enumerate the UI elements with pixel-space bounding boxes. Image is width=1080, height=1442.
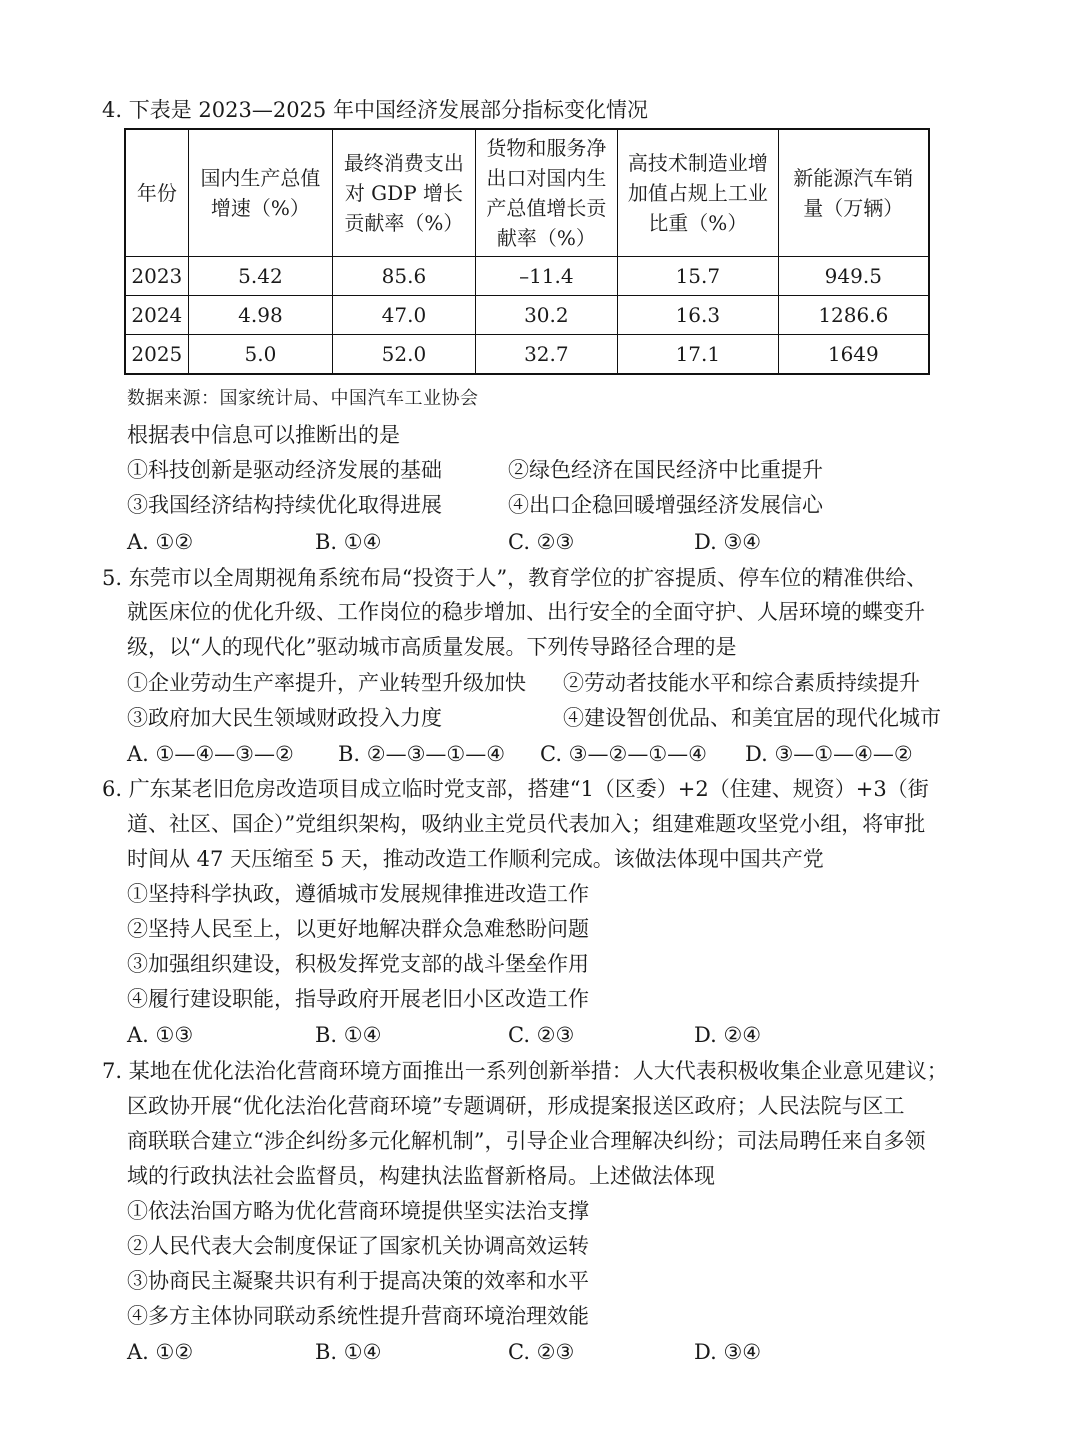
q6-option-b[interactable]: B. ①④ xyxy=(315,1023,382,1047)
q4-title: 4. 下表是 2023—2025 年中国经济发展部分指标变化情况 xyxy=(102,98,648,122)
q7-item-4: ④多方主体协同联动系统性提升营商环境治理效能 xyxy=(127,1304,589,1328)
q5-stem-line-1: 5. 东莞市以全周期视角系统布局“投资于人”，教育学位的扩容提质、停车位的精准供给、 xyxy=(102,566,928,590)
q6-option-a[interactable]: A. ①③ xyxy=(127,1023,194,1047)
q5-option-c[interactable]: C. ③—②—①—④ xyxy=(540,742,707,766)
table-header-cell: 年份 xyxy=(125,129,188,257)
table-row xyxy=(125,296,929,335)
q5-option-a[interactable]: A. ①—④—③—② xyxy=(127,742,294,766)
table-header-cell: 货物和服务净出口对国内生产总值增长贡献率（%） xyxy=(475,129,617,257)
table-cell: 2024 xyxy=(125,296,188,335)
q6-option-c[interactable]: C. ②③ xyxy=(508,1023,575,1047)
q4-item-4: ④出口企稳回暖增强经济发展信心 xyxy=(508,493,823,517)
q4-option-b[interactable]: B. ①④ xyxy=(315,530,382,554)
table-row xyxy=(125,335,929,375)
q5-item-1: ①企业劳动生产率提升，产业转型升级加快 xyxy=(127,671,526,695)
table-cell: 4.98 xyxy=(188,296,333,335)
q5-option-b[interactable]: B. ②—③—①—④ xyxy=(338,742,506,766)
table-cell: 30.2 xyxy=(475,296,617,335)
table-cell: 1649 xyxy=(778,335,929,375)
table-cell: 5.0 xyxy=(188,335,333,375)
table-cell: –11.4 xyxy=(475,257,617,296)
q5-option-d[interactable]: D. ③—①—④—② xyxy=(745,742,913,766)
q6-stem-line-2: 道、社区、国企）”党组织架构，吸纳业主党员代表加入；组建难题攻坚党小组，将审批 xyxy=(127,812,926,836)
q7-item-2: ②人民代表大会制度保证了国家机关协调高效运转 xyxy=(127,1234,589,1258)
q5-item-4: ④建设智创优品、和美宜居的现代化城市 xyxy=(563,706,941,730)
q5-stem-line-3: 级，以“人的现代化”驱动城市高质量发展。下列传导路径合理的是 xyxy=(127,635,737,659)
table-cell: 17.1 xyxy=(618,335,779,375)
q5-item-3: ③政府加大民生领域财政投入力度 xyxy=(127,706,442,730)
q6-item-2: ②坚持人民至上，以更好地解决群众急难愁盼问题 xyxy=(127,917,589,941)
q6-option-d[interactable]: D. ②④ xyxy=(694,1023,762,1047)
q5-stem-line-2: 就医床位的优化升级、工作岗位的稳步增加、出行安全的全面守护、人居环境的蝶变升 xyxy=(127,600,925,624)
table-cell: 52.0 xyxy=(333,335,475,375)
table-header-row xyxy=(125,129,929,257)
q4-item-3: ③我国经济结构持续优化取得进展 xyxy=(127,493,442,517)
economic-indicators-table xyxy=(124,128,930,375)
q6-item-4: ④履行建设职能，指导政府开展老旧小区改造工作 xyxy=(127,987,589,1011)
table-cell: 47.0 xyxy=(333,296,475,335)
q4-option-d[interactable]: D. ③④ xyxy=(694,530,762,554)
q7-item-1: ①依法治国方略为优化营商环境提供坚实法治支撑 xyxy=(127,1199,589,1223)
table-header-cell: 高技术制造业增加值占规上工业比重（%） xyxy=(618,129,779,257)
q6-item-1: ①坚持科学执政，遵循城市发展规律推进改造工作 xyxy=(127,882,589,906)
q7-stem-line-2: 区政协开展“优化法治化营商环境”专题调研，形成提案报送区政府；人民法院与区工 xyxy=(127,1094,905,1118)
q4-item-2: ②绿色经济在国民经济中比重提升 xyxy=(508,458,823,482)
q7-stem-line-3: 商联联合建立“涉企纠纷多元化解机制”，引导企业合理解决纠纷；司法局聘任来自多领 xyxy=(127,1129,926,1153)
q4-item-1: ①科技创新是驱动经济发展的基础 xyxy=(127,458,442,482)
q6-stem-line-3: 时间从 47 天压缩至 5 天，推动改造工作顺利完成。该做法体现中国共产党 xyxy=(127,847,824,871)
table-header-cell: 国内生产总值增速（%） xyxy=(188,129,333,257)
table-cell: 1286.6 xyxy=(778,296,929,335)
q7-stem-line-1: 7. 某地在优化法治化营商环境方面推出一系列创新举措：人大代表积极收集企业意见建议； xyxy=(102,1059,948,1083)
q4-stem: 根据表中信息可以推断出的是 xyxy=(127,423,400,447)
q4-data-source: 数据来源：国家统计局、中国汽车工业协会 xyxy=(127,388,479,409)
q7-option-a[interactable]: A. ①② xyxy=(127,1340,194,1364)
table-cell: 16.3 xyxy=(618,296,779,335)
q7-option-b[interactable]: B. ①④ xyxy=(315,1340,382,1364)
table-header-cell: 新能源汽车销量（万辆） xyxy=(778,129,929,257)
q6-stem-line-1: 6. 广东某老旧危房改造项目成立临时党支部，搭建“1（区委）+2（住建、规资）+3（街 xyxy=(102,777,929,801)
table-cell: 85.6 xyxy=(333,257,475,296)
q7-stem-line-4: 域的行政执法社会监督员，构建执法监督新格局。上述做法体现 xyxy=(127,1164,715,1188)
q4-option-a[interactable]: A. ①② xyxy=(127,530,194,554)
table-cell: 949.5 xyxy=(778,257,929,296)
q7-option-d[interactable]: D. ③④ xyxy=(694,1340,762,1364)
q7-option-c[interactable]: C. ②③ xyxy=(508,1340,575,1364)
table-cell: 5.42 xyxy=(188,257,333,296)
q7-item-3: ③协商民主凝聚共识有利于提高决策的效率和水平 xyxy=(127,1269,589,1293)
table-cell: 15.7 xyxy=(618,257,779,296)
q5-item-2: ②劳动者技能水平和综合素质持续提升 xyxy=(563,671,920,695)
table-cell: 2023 xyxy=(125,257,188,296)
q6-item-3: ③加强组织建设，积极发挥党支部的战斗堡垒作用 xyxy=(127,952,589,976)
table-row xyxy=(125,257,929,296)
table-header-cell: 最终消费支出对 GDP 增长贡献率（%） xyxy=(333,129,475,257)
table-cell: 2025 xyxy=(125,335,188,375)
q4-option-c[interactable]: C. ②③ xyxy=(508,530,575,554)
table-cell: 32.7 xyxy=(475,335,617,375)
